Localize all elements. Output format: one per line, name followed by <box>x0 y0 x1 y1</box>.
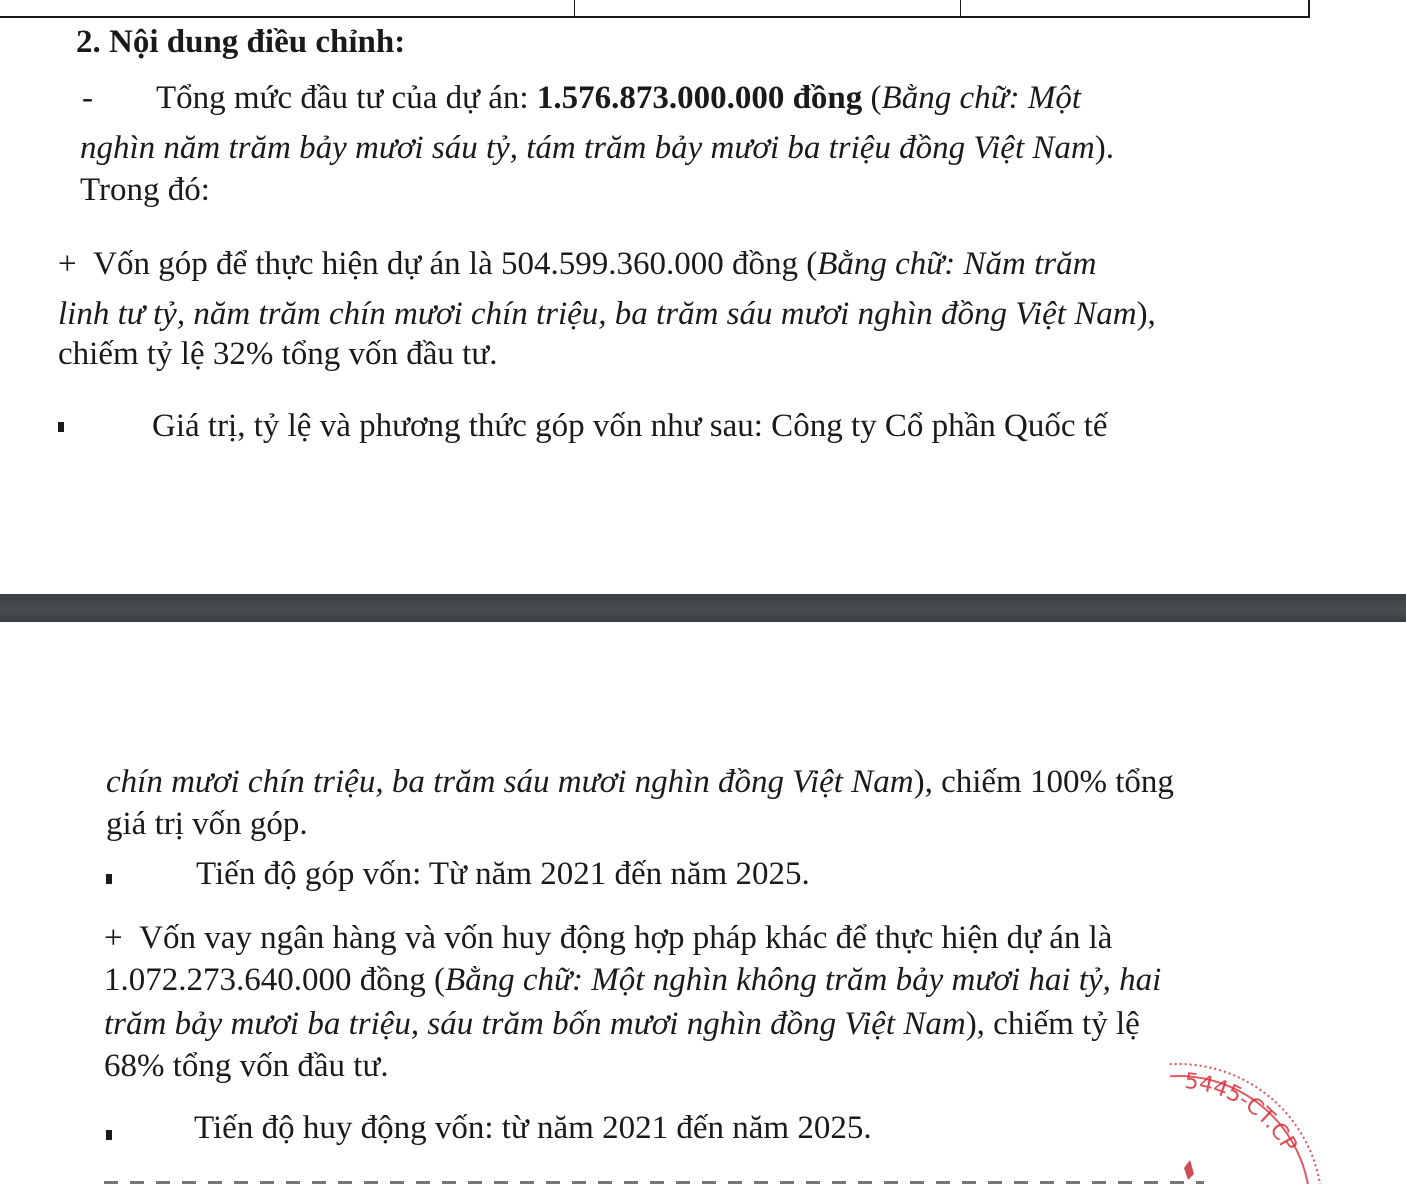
p4-words: chín mươi chín triệu, ba trăm sáu mươi nghìn đồng Việt Nam <box>106 764 914 800</box>
p6-line1 <box>104 918 1234 958</box>
p3-bullet <box>58 402 64 442</box>
p1-dash: - <box>82 80 93 116</box>
p2-line2 <box>58 294 1156 334</box>
p6-close: ), chiếm tỷ lệ <box>965 1006 1140 1042</box>
p6-words-2: Bằng chữ: Một nghìn không trăm bảy mươi hai tỷ, hai <box>445 962 1162 998</box>
p7-bullet <box>106 1110 112 1150</box>
p6-lead: Vốn vay ngân hàng và vốn huy động hợp pháp khác để thực hiện dự án là <box>139 920 1113 956</box>
p5-line: Tiến độ góp vốn: Từ năm 2021 đến năm 2025. <box>196 856 810 892</box>
cutoff-line <box>104 1176 1204 1184</box>
section-number: 2. <box>76 24 101 60</box>
section-title: Nội dung điều chỉnh: <box>109 24 406 60</box>
p2-line1 <box>58 244 1254 284</box>
p6-amount: 1.072.273.640.000 đồng ( <box>104 962 445 998</box>
p6-plus: + <box>104 920 123 956</box>
p1-close: ). <box>1094 130 1114 166</box>
p1-amount: 1.576.873.000.000 đồng <box>536 80 863 116</box>
p3-line: Giá trị, tỷ lệ và phương thức góp vốn như sau: Công ty Cổ phần Quốc tế <box>152 408 1108 444</box>
p1-trong-do: Trong đó: <box>80 172 210 208</box>
p2-words-2: linh tư tỷ, năm trăm chín mươi chín triệu, ba trăm sáu mươi nghìn đồng Việt Nam <box>58 296 1137 332</box>
p4-line1 <box>106 762 1174 802</box>
square-bullet-icon <box>58 422 64 432</box>
page-divider <box>0 594 1406 622</box>
seal-text: 5445-CT.CP <box>1183 1069 1302 1157</box>
p6-line2 <box>104 960 1161 1000</box>
p1-lead: Tổng mức đầu tư của dự án: <box>156 80 537 116</box>
square-bullet-icon <box>106 874 112 884</box>
p4-rest: ), chiếm 100% tổng <box>913 764 1174 800</box>
p1-words-2: nghìn năm trăm bảy mươi sáu tỷ, tám trăm bảy mươi ba triệu đồng Việt Nam <box>80 130 1095 166</box>
p4-line2: giá trị vốn góp. <box>106 806 308 842</box>
p2-plus: + <box>58 246 77 282</box>
p6-words-3: trăm bảy mươi ba triệu, sáu trăm bốn mươi nghìn đồng Việt Nam <box>104 1006 966 1042</box>
table-bottom-edge <box>0 0 1310 18</box>
p5-bullet <box>106 854 112 894</box>
p1-words-1: Bằng chữ: Một <box>881 80 1081 116</box>
section-heading <box>76 22 405 62</box>
p7-line: Tiến độ huy động vốn: từ năm 2021 đến năm 2025. <box>194 1110 872 1146</box>
seal-icon <box>1170 1058 1406 1184</box>
p1-line1 <box>156 78 1252 118</box>
p2-close: ), <box>1136 296 1156 332</box>
p2-lead: Vốn góp để thực hiện dự án là 504.599.360.000 đồng ( <box>93 246 818 282</box>
p2-line3: chiếm tỷ lệ 32% tổng vốn đầu tư. <box>58 336 498 372</box>
p2-words-1: Bằng chữ: Năm trăm <box>817 246 1097 282</box>
p1-line2 <box>80 128 1114 168</box>
p6-line4: 68% tổng vốn đầu tư. <box>104 1048 389 1084</box>
square-bullet-icon <box>106 1130 112 1140</box>
company-seal <box>1170 1058 1406 1184</box>
p1-paren: ( <box>862 80 882 116</box>
p6-line3 <box>104 1004 1140 1044</box>
